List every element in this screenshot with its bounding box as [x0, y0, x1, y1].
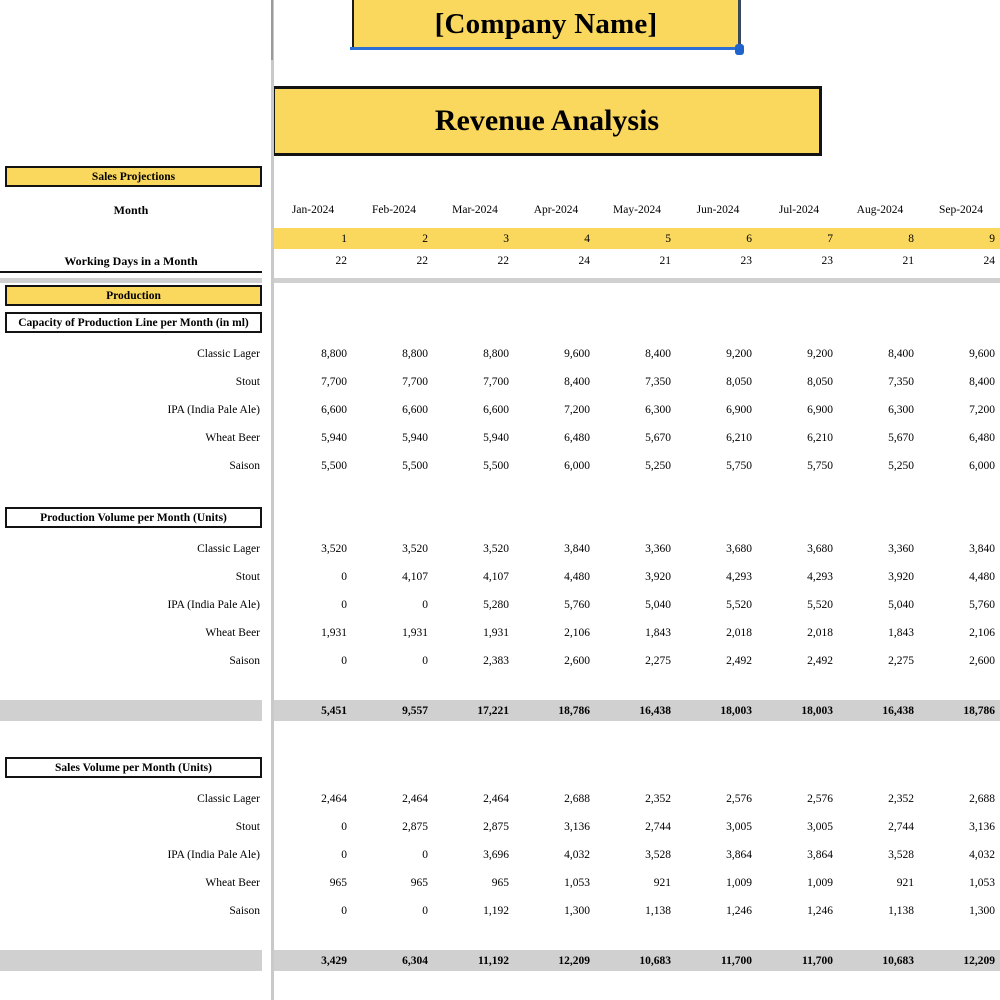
month-header-cell[interactable]: May-2024 [613, 204, 661, 216]
sales-volume-cell[interactable]: 0 [341, 849, 347, 861]
capacity-cell[interactable]: 8,400 [969, 376, 995, 388]
section-separator-right [272, 278, 1000, 283]
capacity-cell[interactable]: 9,600 [969, 348, 995, 360]
sales-volume-cell[interactable]: 2,875 [402, 821, 428, 833]
production-volume-cell[interactable]: 2,492 [807, 655, 833, 667]
sales-volume-cell[interactable]: 0 [422, 849, 428, 861]
sales-total-cell[interactable]: 10,683 [639, 955, 671, 967]
month-header-cell[interactable]: Jun-2024 [696, 204, 740, 216]
section-header-capacity-label: Capacity of Production Line per Month (in ml) [18, 316, 249, 329]
production-volume-cell[interactable]: 5,760 [564, 599, 590, 611]
capacity-cell[interactable]: 9,600 [564, 348, 590, 360]
month-number-cell[interactable]: 6 [746, 233, 752, 245]
working-days-cell[interactable]: 24 [578, 255, 590, 267]
capacity-row-label: Stout [235, 376, 260, 388]
sales-total-cell[interactable]: 12,209 [963, 955, 995, 967]
sales-volume-cell[interactable]: 2,576 [726, 793, 752, 805]
production-volume-cell[interactable]: 2,106 [564, 627, 590, 639]
capacity-cell[interactable]: 6,480 [564, 432, 590, 444]
table-row [272, 567, 1000, 587]
capacity-cell[interactable]: 5,250 [645, 460, 671, 472]
production-volume-cell[interactable]: 2,600 [969, 655, 995, 667]
month-number-cell[interactable]: 2 [422, 233, 428, 245]
section-header-sales-volume-label: Sales Volume per Month (Units) [55, 761, 212, 774]
working-days-cell[interactable]: 24 [983, 255, 995, 267]
sales-volume-cell[interactable]: 0 [341, 905, 347, 917]
sales-volume-cell[interactable]: 3,005 [726, 821, 752, 833]
production-volume-cell[interactable]: 0 [422, 599, 428, 611]
row-label-month-text: Month [113, 202, 149, 217]
production-total-cell[interactable]: 18,003 [801, 705, 833, 717]
month-header-cell[interactable]: Apr-2024 [533, 204, 579, 216]
capacity-cell[interactable]: 6,600 [321, 404, 347, 416]
sales-volume-cell[interactable]: 1,246 [726, 905, 752, 917]
sales-row-label: IPA (India Pale Ale) [167, 849, 260, 861]
sales-volume-cell[interactable]: 1,192 [483, 905, 509, 917]
production-total-cell[interactable]: 16,438 [882, 705, 914, 717]
sales-row-label: Saison [229, 905, 260, 917]
section-separator-left [0, 278, 262, 283]
production-volume-cell[interactable]: 4,293 [807, 571, 833, 583]
production-volume-cell[interactable]: 2,018 [726, 627, 752, 639]
section-header-capacity[interactable] [5, 312, 262, 333]
table-row [272, 428, 1000, 448]
sales-total-cell[interactable]: 12,209 [558, 955, 590, 967]
section-header-sales-projections[interactable] [5, 166, 262, 187]
production-total-cell[interactable]: 18,003 [720, 705, 752, 717]
capacity-cell[interactable]: 5,500 [483, 460, 509, 472]
sales-volume-cell[interactable]: 965 [491, 877, 509, 889]
selection-border-bottom [350, 47, 742, 50]
working-days-cell[interactable]: 21 [902, 255, 914, 267]
production-volume-cell[interactable]: 2,018 [807, 627, 833, 639]
company-name-cell[interactable] [352, 0, 740, 48]
production-total-cell[interactable]: 16,438 [639, 705, 671, 717]
sales-volume-cell[interactable]: 1,300 [969, 905, 995, 917]
production-total-cell[interactable]: 5,451 [321, 705, 347, 717]
production-volume-cell[interactable]: 5,760 [969, 599, 995, 611]
sales-volume-cell[interactable]: 2,744 [645, 821, 671, 833]
sales-row-label: Classic Lager [197, 793, 260, 805]
month-header-cell[interactable]: Jul-2024 [778, 204, 820, 216]
sales-volume-cell[interactable]: 1,009 [726, 877, 752, 889]
selection-border-right [738, 0, 741, 48]
report-title-text: Revenue Analysis [434, 104, 660, 137]
production-volume-cell[interactable]: 5,520 [726, 599, 752, 611]
capacity-cell[interactable]: 5,670 [888, 432, 914, 444]
production-volume-cell[interactable]: 0 [341, 655, 347, 667]
row-label-month [0, 200, 262, 220]
table-row [272, 372, 1000, 392]
capacity-cell[interactable]: 5,670 [645, 432, 671, 444]
production-volume-cell[interactable]: 3,840 [969, 543, 995, 555]
capacity-row-label: Wheat Beer [205, 432, 260, 444]
frozen-pane-divider-top [271, 0, 273, 60]
capacity-cell[interactable]: 5,940 [321, 432, 347, 444]
capacity-cell[interactable]: 6,900 [726, 404, 752, 416]
capacity-cell[interactable]: 6,900 [807, 404, 833, 416]
month-number-cell[interactable]: 1 [341, 233, 347, 245]
working-days-cell[interactable]: 22 [416, 255, 428, 267]
company-name-text: [Company Name] [434, 7, 658, 40]
month-header-cell[interactable]: Aug-2024 [856, 204, 904, 216]
section-header-production-volume-label: Production Volume per Month (Units) [40, 511, 227, 524]
sales-volume-cell[interactable]: 3,528 [645, 849, 671, 861]
capacity-cell[interactable]: 6,600 [402, 404, 428, 416]
capacity-cell[interactable]: 8,800 [321, 348, 347, 360]
sales-volume-cell[interactable]: 2,688 [969, 793, 995, 805]
capacity-cell[interactable]: 8,400 [645, 348, 671, 360]
sales-volume-cell[interactable]: 2,352 [888, 793, 914, 805]
sales-total-cell[interactable]: 11,700 [802, 955, 833, 967]
production-row-label: Stout [235, 571, 260, 583]
production-volume-cell[interactable]: 3,520 [321, 543, 347, 555]
production-volume-cell[interactable]: 4,107 [483, 571, 509, 583]
capacity-cell[interactable]: 8,050 [726, 376, 752, 388]
row-label-working-days-text: Working Days in a Month [64, 253, 198, 268]
production-volume-cell[interactable]: 3,360 [888, 543, 914, 555]
capacity-cell[interactable]: 7,200 [969, 404, 995, 416]
working-days-cell[interactable]: 22 [335, 255, 347, 267]
sales-total-cell[interactable]: 3,429 [321, 955, 347, 967]
working-days-row [272, 251, 1000, 271]
capacity-cell[interactable]: 9,200 [807, 348, 833, 360]
section-header-production-volume[interactable] [5, 507, 262, 528]
sales-total-cell[interactable]: 11,700 [721, 955, 752, 967]
production-total-fill-left [0, 700, 262, 721]
sales-volume-cell[interactable]: 2,464 [402, 793, 428, 805]
capacity-cell[interactable]: 6,300 [888, 404, 914, 416]
production-volume-cell[interactable]: 2,275 [888, 655, 914, 667]
production-volume-cell[interactable]: 1,931 [321, 627, 347, 639]
production-row-label: Wheat Beer [205, 627, 260, 639]
working-days-cell[interactable]: 21 [659, 255, 671, 267]
sales-volume-cell[interactable]: 2,688 [564, 793, 590, 805]
sales-volume-cell[interactable]: 1,053 [564, 877, 590, 889]
sales-volume-cell[interactable]: 0 [341, 821, 347, 833]
sales-volume-cell[interactable]: 1,053 [969, 877, 995, 889]
month-number-cell[interactable]: 7 [827, 233, 833, 245]
sales-total-cell[interactable]: 10,683 [882, 955, 914, 967]
row-label-working-days [0, 251, 262, 271]
capacity-cell[interactable]: 6,600 [483, 404, 509, 416]
table-row [272, 344, 1000, 364]
production-volume-cell[interactable]: 3,920 [888, 571, 914, 583]
production-volume-cell[interactable]: 2,275 [645, 655, 671, 667]
capacity-cell[interactable]: 8,800 [483, 348, 509, 360]
capacity-cell[interactable]: 7,700 [402, 376, 428, 388]
sales-volume-cell[interactable]: 3,864 [807, 849, 833, 861]
table-row [272, 400, 1000, 420]
sales-row-label: Wheat Beer [205, 877, 260, 889]
sales-volume-cell[interactable]: 3,136 [564, 821, 590, 833]
production-total-cell[interactable]: 9,557 [402, 705, 428, 717]
capacity-cell[interactable]: 5,750 [726, 460, 752, 472]
sales-volume-cell[interactable]: 4,032 [969, 849, 995, 861]
production-volume-cell[interactable]: 3,520 [483, 543, 509, 555]
sales-volume-cell[interactable]: 2,875 [483, 821, 509, 833]
production-volume-cell[interactable]: 1,843 [645, 627, 671, 639]
production-volume-cell[interactable]: 0 [341, 599, 347, 611]
table-row [272, 539, 1000, 559]
production-volume-cell[interactable]: 5,040 [645, 599, 671, 611]
capacity-cell[interactable]: 5,500 [402, 460, 428, 472]
capacity-cell[interactable]: 6,300 [645, 404, 671, 416]
sales-total-cell[interactable]: 6,304 [402, 955, 428, 967]
section-header-production-label: Production [106, 289, 161, 302]
capacity-cell[interactable]: 6,000 [969, 460, 995, 472]
capacity-cell[interactable]: 8,400 [564, 376, 590, 388]
production-total-row [272, 701, 1000, 721]
sales-volume-cell[interactable]: 2,576 [807, 793, 833, 805]
production-volume-cell[interactable]: 0 [341, 571, 347, 583]
sales-volume-cell[interactable]: 2,352 [645, 793, 671, 805]
sales-volume-cell[interactable]: 965 [329, 877, 347, 889]
production-volume-cell[interactable]: 2,492 [726, 655, 752, 667]
capacity-cell[interactable]: 6,210 [726, 432, 752, 444]
month-number-cell[interactable]: 8 [908, 233, 914, 245]
capacity-cell[interactable]: 7,350 [888, 376, 914, 388]
report-title-banner[interactable] [272, 86, 822, 156]
sales-volume-cell[interactable]: 3,864 [726, 849, 752, 861]
production-volume-cell[interactable]: 0 [422, 655, 428, 667]
capacity-cell[interactable]: 6,210 [807, 432, 833, 444]
table-row [272, 595, 1000, 615]
frozen-pane-divider [271, 0, 274, 1000]
month-number-row [272, 229, 1000, 249]
production-row-label: IPA (India Pale Ale) [167, 599, 260, 611]
sales-volume-cell[interactable]: 2,744 [888, 821, 914, 833]
month-number-cell[interactable]: 9 [989, 233, 995, 245]
month-header-cell[interactable]: Feb-2024 [371, 204, 417, 216]
production-volume-cell[interactable]: 3,520 [402, 543, 428, 555]
capacity-row-label: Saison [229, 460, 260, 472]
sales-total-fill-left [0, 950, 262, 971]
month-header-cell[interactable]: Jan-2024 [291, 204, 335, 216]
capacity-row-label: IPA (India Pale Ale) [167, 404, 260, 416]
table-row [272, 901, 1000, 921]
fill-handle[interactable] [735, 44, 744, 55]
section-header-sales-volume[interactable] [5, 757, 262, 778]
table-row [272, 651, 1000, 671]
capacity-cell[interactable]: 7,700 [483, 376, 509, 388]
table-row [272, 623, 1000, 643]
capacity-cell[interactable]: 6,000 [564, 460, 590, 472]
table-row [272, 817, 1000, 837]
working-days-underline [0, 271, 262, 273]
sales-volume-cell[interactable]: 3,696 [483, 849, 509, 861]
production-volume-cell[interactable]: 2,106 [969, 627, 995, 639]
sales-volume-cell[interactable]: 1,138 [645, 905, 671, 917]
sales-volume-cell[interactable]: 3,528 [888, 849, 914, 861]
production-volume-cell[interactable]: 2,600 [564, 655, 590, 667]
month-number-cell[interactable]: 4 [584, 233, 590, 245]
production-volume-cell[interactable]: 2,383 [483, 655, 509, 667]
production-total-cell[interactable]: 18,786 [558, 705, 590, 717]
production-volume-cell[interactable]: 3,680 [807, 543, 833, 555]
working-days-cell[interactable]: 23 [740, 255, 752, 267]
sales-total-cell[interactable]: 11,192 [478, 955, 509, 967]
production-row-label: Classic Lager [197, 543, 260, 555]
sales-row-label: Stout [235, 821, 260, 833]
capacity-cell[interactable]: 7,350 [645, 376, 671, 388]
sales-volume-cell[interactable]: 2,464 [483, 793, 509, 805]
table-row [272, 789, 1000, 809]
production-total-cell[interactable]: 18,786 [963, 705, 995, 717]
sales-total-row [272, 951, 1000, 971]
section-header-sales-projections-label: Sales Projections [91, 170, 176, 183]
production-volume-cell[interactable]: 1,931 [402, 627, 428, 639]
sales-volume-cell[interactable]: 921 [896, 877, 914, 889]
production-volume-cell[interactable]: 4,107 [402, 571, 428, 583]
capacity-cell[interactable]: 7,700 [321, 376, 347, 388]
table-row [272, 845, 1000, 865]
section-header-production[interactable] [5, 285, 262, 306]
sales-volume-cell[interactable]: 1,246 [807, 905, 833, 917]
capacity-cell[interactable]: 8,800 [402, 348, 428, 360]
sales-volume-cell[interactable]: 1,138 [888, 905, 914, 917]
production-volume-cell[interactable]: 4,480 [564, 571, 590, 583]
sales-volume-cell[interactable]: 965 [410, 877, 428, 889]
sales-volume-cell[interactable]: 921 [653, 877, 671, 889]
working-days-cell[interactable]: 22 [497, 255, 509, 267]
production-volume-cell[interactable]: 5,280 [483, 599, 509, 611]
production-volume-cell[interactable]: 5,520 [807, 599, 833, 611]
production-volume-cell[interactable]: 5,040 [888, 599, 914, 611]
production-volume-cell[interactable]: 3,840 [564, 543, 590, 555]
working-days-cell[interactable]: 23 [821, 255, 833, 267]
sales-volume-cell[interactable]: 3,136 [969, 821, 995, 833]
capacity-cell[interactable]: 5,940 [483, 432, 509, 444]
capacity-row-label: Classic Lager [197, 348, 260, 360]
production-total-cell[interactable]: 17,221 [477, 705, 509, 717]
month-header-row [272, 200, 1000, 220]
sales-volume-cell[interactable]: 0 [422, 905, 428, 917]
capacity-cell[interactable]: 5,750 [807, 460, 833, 472]
sales-volume-cell[interactable]: 2,464 [321, 793, 347, 805]
capacity-cell[interactable]: 9,200 [726, 348, 752, 360]
sales-volume-cell[interactable]: 1,009 [807, 877, 833, 889]
table-row [272, 873, 1000, 893]
production-volume-cell[interactable]: 1,931 [483, 627, 509, 639]
capacity-cell[interactable]: 8,400 [888, 348, 914, 360]
month-number-cell[interactable]: 5 [665, 233, 671, 245]
production-row-label: Saison [229, 655, 260, 667]
production-volume-cell[interactable]: 4,480 [969, 571, 995, 583]
production-volume-cell[interactable]: 3,680 [726, 543, 752, 555]
capacity-cell[interactable]: 5,250 [888, 460, 914, 472]
capacity-cell[interactable]: 5,500 [321, 460, 347, 472]
sales-volume-cell[interactable]: 4,032 [564, 849, 590, 861]
production-volume-cell[interactable]: 3,360 [645, 543, 671, 555]
capacity-cell[interactable]: 8,050 [807, 376, 833, 388]
month-header-cell[interactable]: Sep-2024 [938, 204, 984, 216]
sales-volume-cell[interactable]: 3,005 [807, 821, 833, 833]
capacity-cell[interactable]: 7,200 [564, 404, 590, 416]
table-row [272, 456, 1000, 476]
sales-volume-cell[interactable]: 1,300 [564, 905, 590, 917]
month-header-cell[interactable]: Mar-2024 [452, 204, 498, 216]
capacity-cell[interactable]: 6,480 [969, 432, 995, 444]
production-volume-cell[interactable]: 4,293 [726, 571, 752, 583]
capacity-cell[interactable]: 5,940 [402, 432, 428, 444]
production-volume-cell[interactable]: 3,920 [645, 571, 671, 583]
production-volume-cell[interactable]: 1,843 [888, 627, 914, 639]
month-number-cell[interactable]: 3 [503, 233, 509, 245]
